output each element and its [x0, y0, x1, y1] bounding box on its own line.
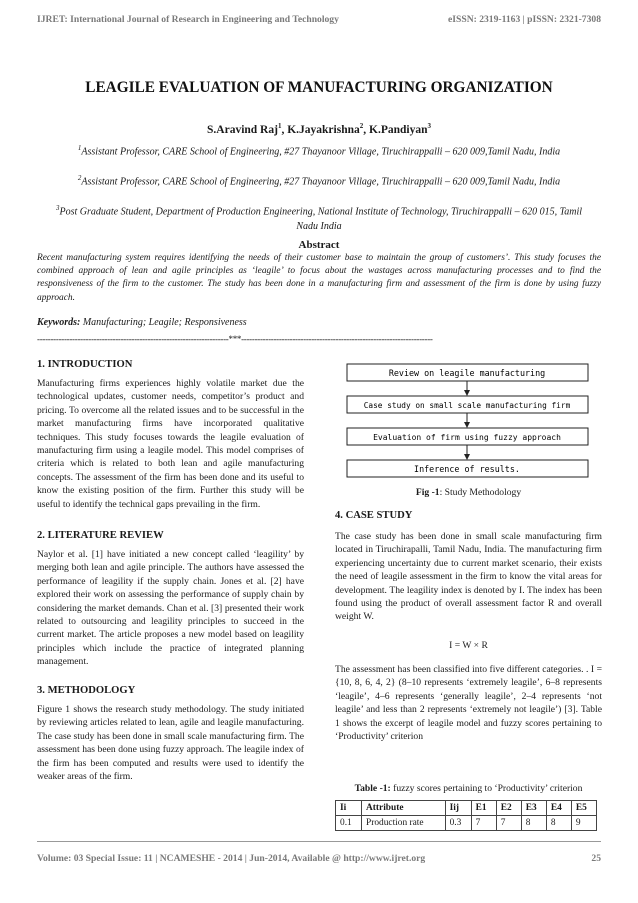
- svg-text:Evaluation of firm using fuzzy: Evaluation of firm using fuzzy approach: [373, 433, 561, 442]
- table-header-cell: Ii: [336, 801, 362, 816]
- table-row: [336, 816, 597, 831]
- table-caption: Table -1: fuzzy scores pertaining to ‘Productivity’ criterion: [354, 783, 583, 794]
- keywords-label: Keywords:: [37, 317, 81, 328]
- table-cell: 0.1: [336, 816, 362, 831]
- equation: I = W × R: [449, 640, 488, 651]
- running-footer: [37, 853, 601, 864]
- author-list: S.Aravind Raj$^1$, K.Jayakrishna$^2$, K.Pandiyan$^3$: [207, 122, 431, 136]
- fuzzy-score-table: [335, 800, 597, 831]
- table-header-cell: E2: [496, 801, 521, 816]
- affiliation: $^2$Assistant Professor, CARE School of Engineering, #27 Thayanoor Village, Tiruchirappalli – 620 009,Tamil Nadu, India: [77, 174, 561, 188]
- flow-step-3: [347, 428, 588, 445]
- affiliation: $^1$Assistant Professor, CARE School of Engineering, #27 Thayanoor Village, Tiruchirappalli – 620 009,Tamil Nadu, India: [77, 144, 561, 158]
- flow-step-1: [347, 364, 588, 381]
- table-header-cell: E3: [521, 801, 546, 816]
- section-heading-methodology: 3. METHODOLOGY: [37, 685, 136, 696]
- svg-text:Inference of results.: Inference of results.: [414, 464, 520, 474]
- footer-citation: Volume: 03 Special Issue: 11 | NCAMESHE - 2014 | Jun-2014, Available @ http://www.ijret.org: [37, 853, 426, 864]
- table-header-cell: E1: [471, 801, 496, 816]
- introduction-text: Manufacturing firms experiences highly volatile market due the technological updates, customer needs, competitor’s product and pricing. To overcome all the related issues and to be successful in the market manufacturing firms have incorporated qualitative techniques. This study focuses towards the leagile evaluation of manufacturing firm using a leagile model. This model comprises of criteria which is related to both lean and agile manufacturing concepts. The assessment of the firm has been done and its useful to know the existing position of the firm. Further this study will be useful to identify the technical gaps prevailing in the firm.: [37, 378, 304, 510]
- table-header-cell: Attribute: [362, 801, 446, 816]
- author-name: K.Jayakrishna: [287, 123, 360, 136]
- author-name: K.Pandiyan: [369, 123, 428, 136]
- table-cell: 8: [521, 816, 546, 831]
- keywords-text: Manufacturing; Leagile; Responsiveness: [82, 317, 247, 328]
- abstract-heading: Abstract: [298, 239, 340, 251]
- methodology-text: Figure 1 shows the research study methodology. The study initiated by reviewing articles related to lean, agile and leagile manufacturing. The case study has been done in small scale manufacturing firm. The assessment has been done using fuzzy approach. The leagile index of the firm has been computed and results were used to identify the weaker areas of the firm.: [37, 704, 304, 783]
- running-header: [37, 14, 601, 25]
- table-cell: Production rate: [362, 816, 446, 831]
- table-cell: 0.3: [445, 816, 471, 831]
- table-cell: 7: [496, 816, 521, 831]
- table-cell: 7: [471, 816, 496, 831]
- keywords: [37, 317, 601, 328]
- issn: eISSN: 2319-1163 | pISSN: 2321-7308: [448, 14, 601, 25]
- section-heading-literature: 2. LITERATURE REVIEW: [37, 530, 164, 541]
- table-cell: 9: [571, 816, 596, 831]
- svg-text:Case study on small scale manu: Case study on small scale manufacturing firm: [363, 401, 571, 410]
- table-cell: 8: [546, 816, 571, 831]
- section-heading-case-study: 4. CASE STUDY: [335, 510, 413, 521]
- table-header-row: [336, 801, 597, 816]
- flow-step-4: [347, 460, 588, 477]
- separator-line: -----------------------------------------------------------------------***-----------------------------------------------------------------------: [37, 334, 433, 344]
- affiliation: $^3$Post Graduate Student, Department of Production Engineering, National Institute of Technology, Tiruchirappalli – 620 015, Tamil Nadu India: [56, 204, 582, 233]
- author-name: S.Aravind Raj: [207, 123, 278, 136]
- section-heading-introduction: 1. INTRODUCTION: [37, 359, 133, 370]
- literature-text: Naylor et al. [1] have initiated a new concept called ‘leagility’ by merging both lean and agile principle. The authors have assessed the performance of leagility if the supply chain. Jones et al. [2] have explored their work on assessing the performance of supply chain by considering the market demands. Chan et al. [3] presented their work related to outsourcing and leagility principles to succeed in the current market. The article proposes a new model based on leagility principles which include the practice of integrated planning management.: [37, 549, 304, 668]
- footer-rule: [37, 841, 601, 842]
- abstract-text: Recent manufacturing system requires identifying the needs of their customer base to maintain the group of customers’. This study focuses the combined approach of lean and agile principles as ‘leagile’ to focus about the wastages across manufacturing processes and to find the responsiveness of the firm to the customer. The study has been done in a manufacturing firm and assessment of the firm is done by using fuzzy approach.: [37, 253, 601, 303]
- page-number: 25: [591, 853, 601, 864]
- case-study-text-2: The assessment has been classified into five different categories. . I = {10, 8, 6, 4, 2} (8–10 represents ‘extremely leagile’, 6–8 represents ‘leagile’, 4–6 represents ‘generally leagile’, 2–4 represents ‘not leagile’ and less than 2 represents ‘extremely not leagile’) [3]. Table 1 shows the excerpt of leagile model and fuzzy scores pertaining to ‘Productivity’ criterion: [335, 664, 602, 743]
- case-study-text-1: The case study has been done in small scale manufacturing firm located in Tiruchirapalli, Tamil Nadu, India. The manufacturing firm experiencing uncertainty due to current market scenario, their exists the need of leagile assessment in the firm to know the vital areas for development. The leagility index is denoted by I. The index has been found using the product of overall assessment factor R and overall weight W.: [335, 531, 602, 623]
- table-header-cell: E4: [546, 801, 571, 816]
- table-header-cell: E5: [571, 801, 596, 816]
- svg-text:Review on leagile manufacturin: Review on leagile manufacturing: [388, 368, 546, 378]
- journal-name: IJRET: International Journal of Research in Engineering and Technology: [37, 14, 339, 25]
- table-header-cell: Iij: [445, 801, 471, 816]
- paper-title: LEAGILE EVALUATION OF MANUFACTURING ORGANIZATION: [85, 79, 553, 96]
- methodology-flowchart: [345, 363, 590, 480]
- flow-step-2: [347, 396, 588, 413]
- figure-caption: Fig -1: Study Methodology: [415, 487, 522, 498]
